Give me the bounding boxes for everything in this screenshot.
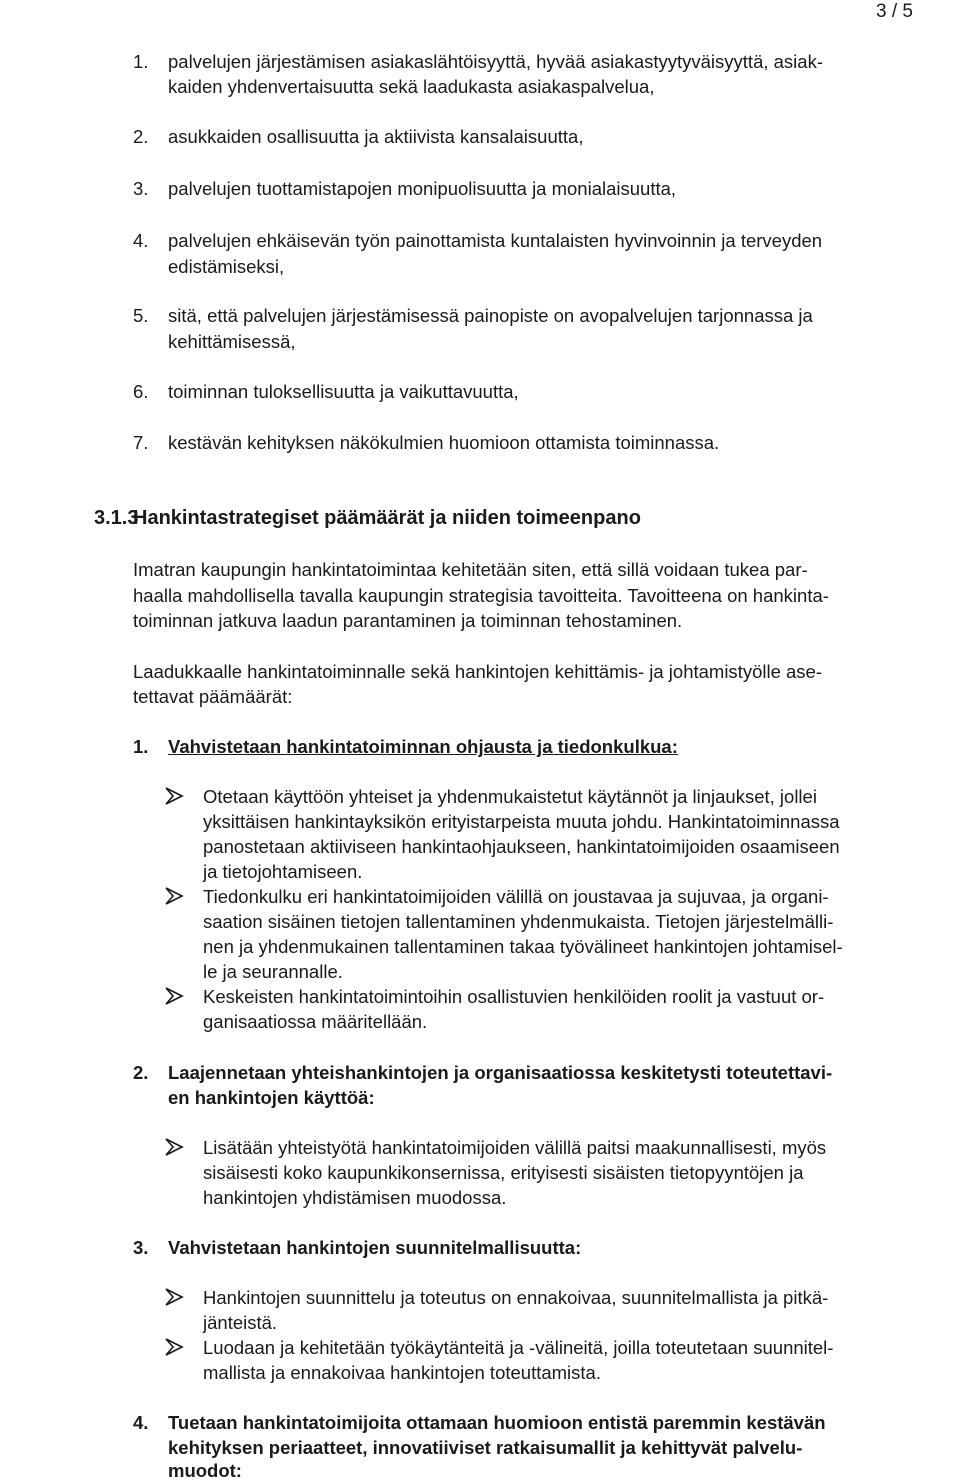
bullet-text: panostetaan aktiiviseen hankintaohjaukseen, hankintatoimijoiden osaamiseen [203,836,840,857]
list-item-text: sitä, että palvelujen järjestämisessä painopiste on avopalvelujen tarjonnassa ja [168,305,813,326]
bullet-text: Luodaan ja kehitetään työkäytänteitä ja -välineitä, joilla toteutetaan suunnitel- [203,1337,834,1358]
bullet-text: sisäisesti koko kaupunkikonsernissa, erityisesti sisäisten tietopyyntöjen ja [203,1162,804,1183]
arrow-bullet-icon [164,1288,184,1306]
goal-title: Tuetaan hankintatoimijoita ottamaan huomioon entistä paremmin kestävän [168,1412,826,1433]
list-item-text: kaiden yhdenvertaisuutta sekä laadukasta asiakaspalvelua, [168,76,655,97]
list-number: 2. [133,126,149,147]
goal-title: Laajennetaan yhteishankintojen ja organisaatiossa keskitetysti toteutettavi- [168,1062,833,1083]
arrow-bullet-icon [164,1338,184,1356]
list-number: 7. [133,432,149,453]
bullet-text: le ja seurannalle. [203,961,343,982]
goal-title: en hankintojen käyttöä: [168,1087,375,1108]
goal-number: 1. [133,736,149,757]
page-number: 3 / 5 [876,1,913,22]
arrow-bullet-icon [164,787,184,805]
list-item-text: kehittämisessä, [168,331,296,352]
goal-number: 2. [133,1062,149,1083]
bullet-text: ganisaatiossa määritellään. [203,1011,428,1032]
goal-title: muodot: [168,1460,242,1481]
list-item-text: edistämiseksi, [168,256,285,277]
paragraph-line: toiminnan jatkuva laadun parantaminen ja toiminnan tehostaminen. [133,610,683,631]
goal-number: 3. [133,1237,149,1258]
list-number: 4. [133,230,149,251]
bullet-text: ja tietojohtamiseen. [203,861,363,882]
list-item-text: palvelujen tuottamistapojen monipuolisuutta ja monialaisuutta, [168,178,677,199]
list-number: 1. [133,51,149,72]
arrow-bullet-icon [164,1138,184,1156]
section-title: Hankintastrategiset päämäärät ja niiden toimeenpano [133,507,641,529]
paragraph-line: tettavat päämäärät: [133,686,293,707]
list-number: 5. [133,305,149,326]
list-number: 3. [133,178,149,199]
arrow-bullet-icon [164,887,184,905]
bullet-text: Otetaan käyttöön yhteiset ja yhdenmukaistetut käytännöt ja linjaukset, jollei [203,786,817,807]
list-item-text: palvelujen järjestämisen asiakaslähtöisyyttä, hyvää asiakastyytyväisyyttä, asiak- [168,51,823,72]
goal-title: Vahvistetaan hankintojen suunnitelmallisuutta: [168,1237,582,1258]
section-number: 3.1.3 [94,507,139,529]
list-item-text: palvelujen ehkäisevän työn painottamista kuntalaisten hyvinvoinnin ja terveyden [168,230,823,251]
paragraph-line: Imatran kaupungin hankintatoimintaa kehitetään siten, että sillä voidaan tukea par- [133,559,808,580]
bullet-text: nen ja yhdenmukainen tallentaminen takaa työvälineet hankintojen johtamisel- [203,936,843,957]
list-item-text: asukkaiden osallisuutta ja aktiivista kansalaisuutta, [168,126,584,147]
paragraph-line: Laadukkaalle hankintatoiminnalle sekä hankintojen kehittämis- ja johtamistyölle ase- [133,661,822,682]
list-item-text: kestävän kehityksen näkökulmien huomioon ottamista toiminnassa. [168,432,720,453]
bullet-text: mallista ja ennakoivaa hankintojen toteuttamista. [203,1362,601,1383]
list-item-text: toiminnan tuloksellisuutta ja vaikuttavuutta, [168,381,519,402]
goal-title: kehityksen periaatteet, innovatiiviset ratkaisumallit ja kehittyvät palvelu- [168,1437,803,1458]
bullet-text: Lisätään yhteistyötä hankintatoimijoiden välillä paitsi maakunnallisesti, myös [203,1137,827,1158]
arrow-bullet-icon [164,987,184,1005]
paragraph-line: haalla mahdollisella tavalla kaupungin strategisia tavoitteita. Tavoitteena on hankinta- [133,585,829,606]
goal-title: Vahvistetaan hankintatoiminnan ohjausta ja tiedonkulkua: [168,736,678,757]
bullet-text: saation sisäinen tietojen tallentaminen yhdenmukaista. Tietojen järjestelmälli- [203,911,834,932]
bullet-text: Tiedonkulku eri hankintatoimijoiden välillä on joustavaa ja sujuvaa, ja organi- [203,886,829,907]
list-number: 6. [133,381,149,402]
goal-number: 4. [133,1412,149,1433]
bullet-text: hankintojen yhdistämisen muodossa. [203,1187,507,1208]
bullet-text: yksittäisen hankintayksikön erityistarpeista muuta johdu. Hankintatoiminnassa [203,811,840,832]
bullet-text: jänteistä. [203,1312,278,1333]
bullet-text: Hankintojen suunnittelu ja toteutus on ennakoivaa, suunnitelmallista ja pitkä- [203,1287,829,1308]
bullet-text: Keskeisten hankintatoimintoihin osallistuvien henkilöiden roolit ja vastuut or- [203,986,825,1007]
